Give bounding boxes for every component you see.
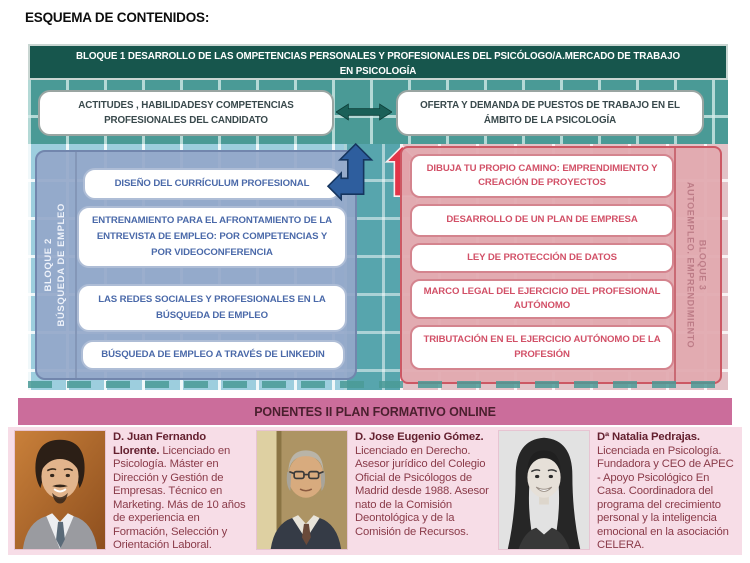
double-arrow-icon: [336, 99, 392, 125]
speaker-bio: [597, 430, 736, 552]
speaker-card: [256, 430, 494, 552]
bloque3-container: [400, 146, 722, 384]
speaker-card: [498, 430, 736, 552]
middle-band: [28, 144, 728, 390]
contents-diagram: [28, 44, 728, 390]
bloque2-label-line2: BÚSQUEDA DE EMPLEO: [56, 203, 67, 327]
bloque3-label-line1: BLOQUE 3: [697, 239, 708, 291]
bloque1-header-line2: EN PSICOLOGÍA: [339, 66, 417, 78]
speaker-bio: [355, 430, 494, 552]
speaker-name: D. Juan Fernando Llorente.: [113, 431, 207, 457]
bloque3-vertical-label: [684, 182, 708, 348]
bloque3-label-line2: AUTOEMPLEO. EMPRENDIMIENTO: [685, 181, 695, 349]
speaker-name: D. Jose Eugenio Gómez.: [355, 431, 484, 443]
bloque1-left-box: ACTITUDES , HABILIDADESY COMPETENCIAS PROFESIONALES DEL CANDIDATO: [38, 90, 334, 136]
speaker-card: [14, 430, 252, 552]
bloque3-item: TRIBUTACIÓN EN EL EJERCICIO AUTÓNOMO DE LA PROFESIÓN: [410, 325, 674, 370]
ponentes-section: [8, 427, 742, 555]
page-title: ESQUEMA DE CONTENIDOS:: [25, 10, 210, 25]
bloque2-label-strip: [37, 152, 77, 378]
bloque3-item: LEY DE PROTECCIÓN DE DATOS: [410, 243, 674, 273]
bloque3-item: DESARROLLO DE UN PLAN DE EMPRESA: [410, 204, 674, 237]
bloque2-container: [35, 150, 357, 380]
bloque3-label-strip: [674, 148, 716, 382]
bloque2-item: DISEÑO DEL CURRÍCULUM PROFESIONAL: [83, 168, 341, 200]
speaker-bio: [113, 430, 252, 552]
speaker-bio-text: Licenciado en Psicología. Máster en Dirección y Gestión de Empresas. Técnico en Marketing. Más de 10 años de experiencia en Formación, Selección y Orientación Laboral.: [113, 444, 246, 552]
speaker-name: Dª Natalia Pedrajas.: [597, 431, 700, 443]
speaker-bio-text: Licenciada en Psicología. Fundadora y CEO de APEC - Apoyo Psicológico En Casa. Coordinadora del programa del crecimiento personal y la inteligencia emocional en la asociación CELERA.: [597, 444, 734, 552]
bloque2-label-line1: BLOQUE 2: [43, 238, 55, 292]
bloque2-item: ENTRENAMIENTO PARA EL AFRONTAMIENTO DE LA ENTREVISTA DE EMPLEO: POR COMPETENCIAS Y POR VIDEOCONFERENCIA: [77, 206, 347, 268]
bloque2-vertical-label: [43, 203, 69, 326]
bloque3-item: DIBUJA TU PROPIO CAMINO: EMPRENDIMIENTO Y CREACIÓN DE PROYECTOS: [410, 154, 674, 198]
bloque3-item: MARCO LEGAL DEL EJERCICIO DEL PROFESIONAL AUTÓNOMO: [410, 279, 674, 319]
bloque1-band: [28, 80, 728, 144]
speaker-photo: [14, 430, 106, 550]
bloque1-header-line1: BLOQUE 1 DESARROLLO DE LAS OMPETENCIAS PERSONALES Y PROFESIONALES DEL PSICÓLOGO/A.MERCADO DE TRABAJO: [75, 51, 680, 62]
blue-up-left-arrow-icon: [328, 144, 372, 199]
bloque2-item: BÚSQUEDA DE EMPLEO A TRAVÉS DE LINKEDIN: [81, 340, 345, 370]
speaker-photo: [498, 430, 590, 550]
bloque1-header: [28, 44, 728, 80]
bloque2-item: LAS REDES SOCIALES Y PROFESIONALES EN LA BÚSQUEDA DE EMPLEO: [77, 284, 347, 332]
speaker-photo: [256, 430, 348, 550]
bloque1-right-box: OFERTA Y DEMANDA DE PUESTOS DE TRABAJO EN EL ÁMBITO DE LA PSICOLOGÍA: [396, 90, 704, 136]
speaker-bio-text: Licenciado en Derecho. Asesor jurídico del Colegio Oficial de Psicólogos de Madrid desde 1988. Asesor nato de la Comisión Deontológica y de la Comisión de Recursos.: [355, 444, 489, 538]
ponentes-header: PONENTES II PLAN FORMATIVO ONLINE: [18, 398, 732, 425]
